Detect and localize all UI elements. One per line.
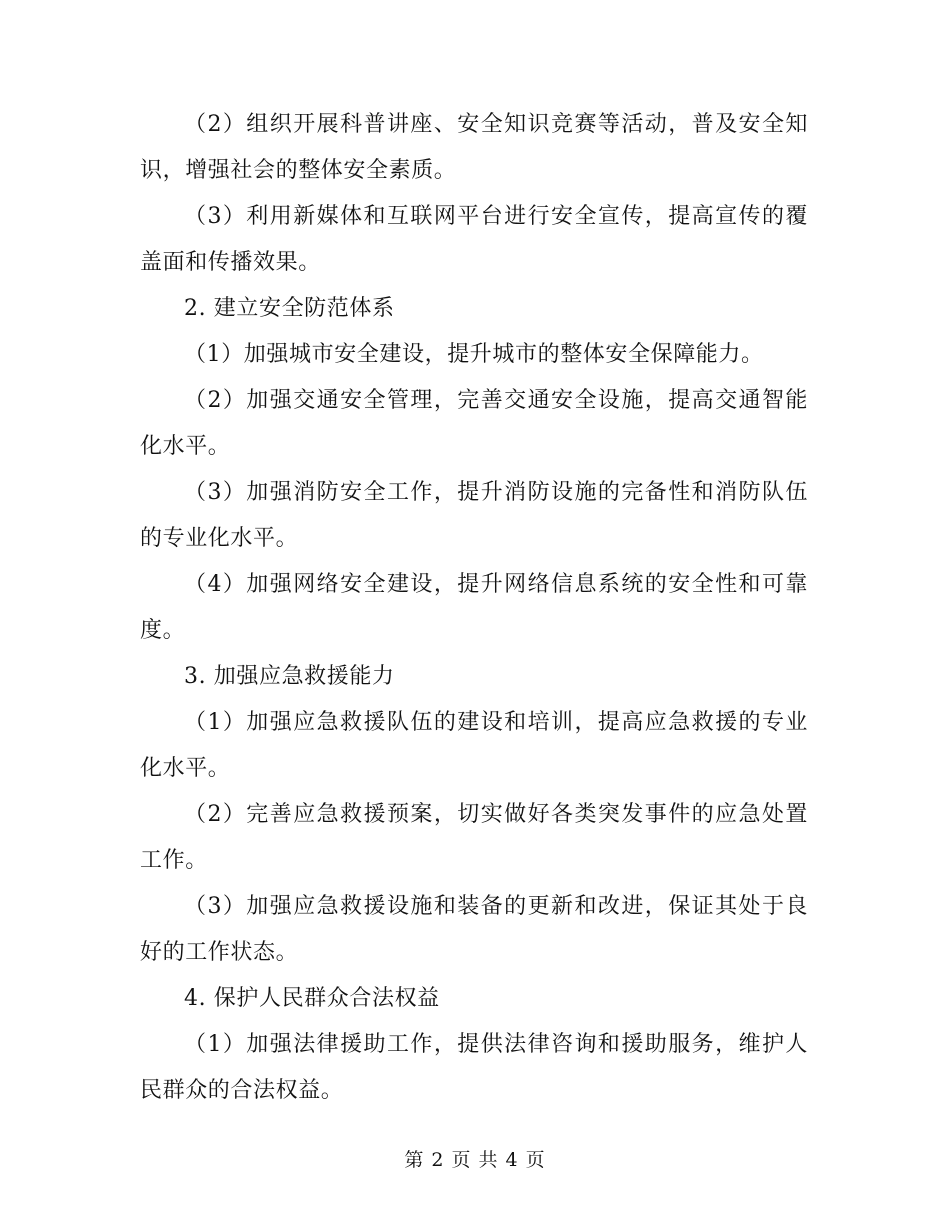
section-heading: 4. 保护人民群众合法权益	[184, 986, 440, 1011]
paragraph: （3）利用新媒体和互联网平台进行安全宣传，提高宣传的覆盖面和传播效果。	[140, 204, 808, 275]
paragraph: （1）加强应急救援队伍的建设和培训，提高应急救援的专业化水平。	[140, 710, 808, 781]
document-body	[140, 102, 808, 1114]
section-heading: 2. 建立安全防范体系	[184, 296, 395, 321]
paragraph: （1）加强法律援助工作，提供法律咨询和援助服务，维护人民群众的合法权益。	[140, 1032, 808, 1103]
paragraph: （2）组织开展科普讲座、安全知识竞赛等活动，普及安全知识，增强社会的整体安全素质。	[140, 112, 808, 183]
paragraph: （4）加强网络安全建设，提升网络信息系统的安全性和可靠度。	[140, 572, 808, 643]
page-number-footer: 第 2 页 共 4 页	[404, 1149, 546, 1171]
paragraph: （1）加强城市安全建设，提升城市的整体安全保障能力。	[184, 342, 764, 367]
paragraph: （2）完善应急救援预案，切实做好各类突发事件的应急处置工作。	[140, 802, 808, 873]
paragraph: （2）加强交通安全管理，完善交通安全设施，提高交通智能化水平。	[140, 388, 808, 459]
section-heading: 3. 加强应急救援能力	[184, 664, 395, 689]
paragraph: （3）加强应急救援设施和装备的更新和改进，保证其处于良好的工作状态。	[140, 894, 808, 965]
paragraph: （3）加强消防安全工作，提升消防设施的完备性和消防队伍的专业化水平。	[140, 480, 808, 551]
